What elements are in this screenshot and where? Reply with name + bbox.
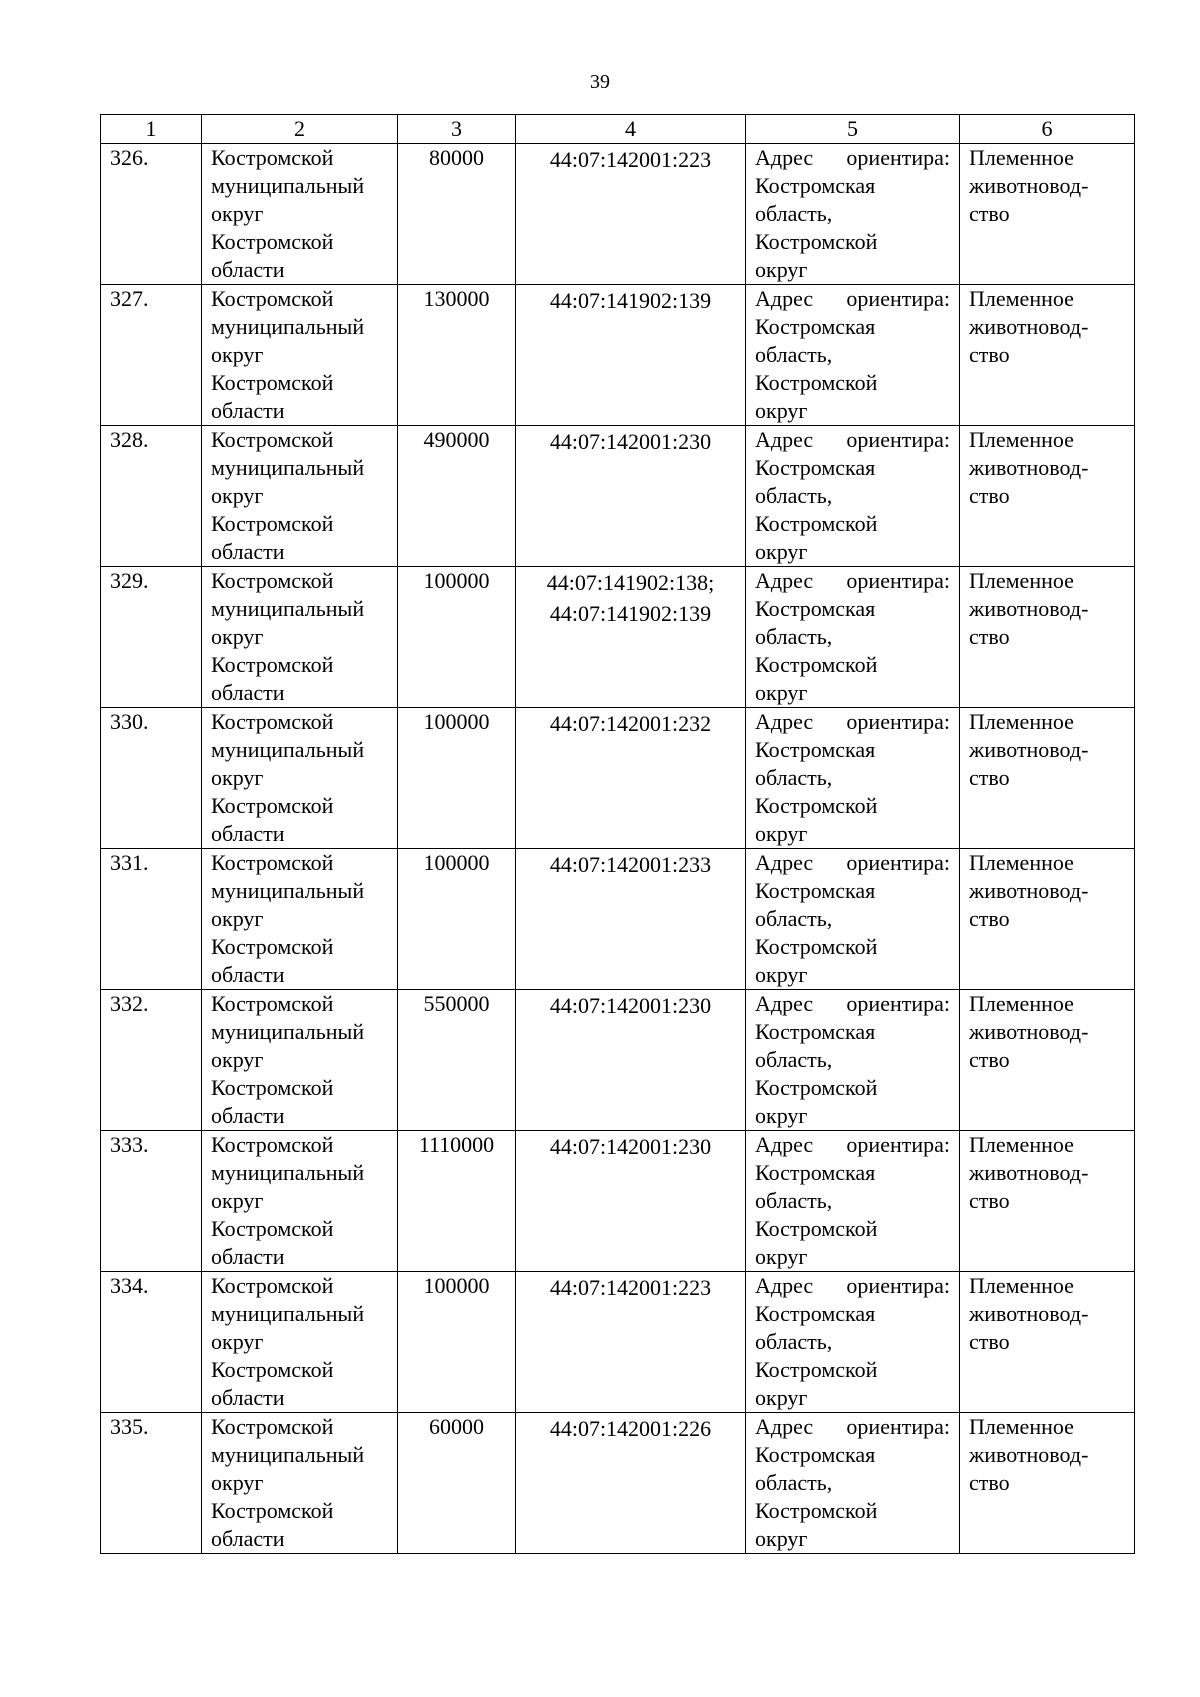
purpose-line: животновод- — [969, 173, 1089, 198]
column-header: 3 — [398, 115, 516, 144]
municipality-line: Костромской — [211, 652, 334, 677]
table-row — [101, 1413, 1135, 1554]
address-line: область, — [755, 1329, 833, 1354]
address-line: округ — [755, 1385, 808, 1410]
cadastral-number-cell — [516, 1272, 746, 1413]
address-cell — [746, 285, 960, 426]
purpose-cell — [960, 426, 1135, 567]
address-heading-word: Адрес — [755, 1414, 814, 1439]
purpose-cell — [960, 567, 1135, 708]
purpose-line: Племенное — [969, 286, 1074, 311]
address-line: округ — [755, 1526, 808, 1551]
purpose-line: животновод- — [969, 1160, 1089, 1185]
cadastral-number: 44:07:141902:139 — [549, 288, 712, 313]
purpose-line: ство — [969, 1047, 1010, 1072]
municipality-line: муниципальный — [211, 596, 365, 621]
municipality-line: области — [211, 398, 285, 423]
area-cell: 60000 — [398, 1413, 516, 1554]
address-heading-word: ориентира: — [846, 991, 950, 1016]
purpose-cell — [960, 285, 1135, 426]
municipality-line: муниципальный — [211, 1442, 365, 1467]
row-number-cell: 332. — [101, 990, 202, 1131]
table-header — [101, 115, 1135, 144]
purpose-line: ство — [969, 1470, 1010, 1495]
municipality-line: области — [211, 257, 285, 282]
address-line: Костромской — [755, 511, 878, 536]
municipality-line: области — [211, 680, 285, 705]
address-cell — [746, 1131, 960, 1272]
address-line: Костромская — [755, 878, 876, 903]
address-line: Костромская — [755, 737, 876, 762]
address-line: Костромской — [755, 229, 878, 254]
purpose-line: Племенное — [969, 427, 1074, 452]
column-header: 6 — [960, 115, 1135, 144]
purpose-line: Племенное — [969, 1273, 1074, 1298]
address-heading-word: ориентира: — [846, 1273, 950, 1298]
purpose-cell — [960, 1131, 1135, 1272]
municipality-line: округ — [211, 906, 264, 931]
row-number-cell: 333. — [101, 1131, 202, 1272]
address-heading-word: ориентира: — [846, 568, 950, 593]
cadastral-number: 44:07:141902:139 — [549, 601, 712, 626]
municipality-line: округ — [211, 342, 264, 367]
purpose-line: ство — [969, 624, 1010, 649]
purpose-line: ство — [969, 765, 1010, 790]
address-cell — [746, 1413, 960, 1554]
municipality-line: округ — [211, 201, 264, 226]
address-line: Костромской — [755, 1498, 878, 1523]
purpose-line: Племенное — [969, 850, 1074, 875]
table-row — [101, 567, 1135, 708]
municipality-line: области — [211, 1526, 285, 1551]
municipality-line: муниципальный — [211, 455, 365, 480]
municipality-line: области — [211, 1385, 285, 1410]
address-line: округ — [755, 1244, 808, 1269]
municipality-line: Костромской — [211, 1216, 334, 1241]
cadastral-number: 44:07:142001:230 — [549, 429, 712, 454]
address-heading-word: Адрес — [755, 568, 814, 593]
municipality-line: области — [211, 539, 285, 564]
area-cell: 130000 — [398, 285, 516, 426]
address-cell — [746, 990, 960, 1131]
cadastral-number-cell — [516, 144, 746, 285]
address-heading — [755, 1413, 950, 1441]
municipality-line: Костромской — [211, 286, 334, 311]
municipality-line: округ — [211, 1047, 264, 1072]
area-cell: 100000 — [398, 1272, 516, 1413]
municipality-line: муниципальный — [211, 878, 365, 903]
address-cell — [746, 1272, 960, 1413]
address-line: округ — [755, 1103, 808, 1128]
municipality-line: округ — [211, 483, 264, 508]
address-heading-word: Адрес — [755, 709, 814, 734]
purpose-cell — [960, 1272, 1135, 1413]
area-cell: 100000 — [398, 567, 516, 708]
cadastral-number: 44:07:142001:226 — [549, 1416, 712, 1441]
purpose-line: ство — [969, 1188, 1010, 1213]
address-line: область, — [755, 483, 833, 508]
address-heading-word: Адрес — [755, 1132, 814, 1157]
address-line: Костромская — [755, 455, 876, 480]
row-number-cell: 327. — [101, 285, 202, 426]
purpose-line: ство — [969, 906, 1010, 931]
purpose-line: ство — [969, 201, 1010, 226]
purpose-cell — [960, 849, 1135, 990]
municipality-line: Костромской — [211, 850, 334, 875]
cadastral-number-cell — [516, 990, 746, 1131]
purpose-line: ство — [969, 1329, 1010, 1354]
table-row — [101, 285, 1135, 426]
table-row — [101, 990, 1135, 1131]
row-number-cell: 330. — [101, 708, 202, 849]
address-line: Костромской — [755, 1357, 878, 1382]
address-line: Костромской — [755, 934, 878, 959]
address-heading-word: Адрес — [755, 145, 814, 170]
purpose-line: Племенное — [969, 145, 1074, 170]
address-line: Костромская — [755, 173, 876, 198]
area-cell: 100000 — [398, 708, 516, 849]
purpose-line: животновод- — [969, 314, 1089, 339]
address-line: Костромская — [755, 1301, 876, 1326]
address-heading-word: ориентира: — [846, 850, 950, 875]
address-heading-word: Адрес — [755, 991, 814, 1016]
table-row — [101, 144, 1135, 285]
municipality-line: Костромской — [211, 991, 334, 1016]
municipality-line: Костромской — [211, 370, 334, 395]
municipality-line: муниципальный — [211, 1160, 365, 1185]
row-number-cell: 329. — [101, 567, 202, 708]
address-heading-word: Адрес — [755, 1273, 814, 1298]
area-cell: 1110000 — [398, 1131, 516, 1272]
address-line: область, — [755, 765, 833, 790]
address-heading — [755, 426, 950, 454]
municipality-line: области — [211, 1244, 285, 1269]
address-line: область, — [755, 1470, 833, 1495]
municipality-line: Костромской — [211, 709, 334, 734]
address-heading-word: Адрес — [755, 427, 814, 452]
cadastral-number: 44:07:142001:230 — [549, 1134, 712, 1159]
address-heading-word: Адрес — [755, 850, 814, 875]
purpose-line: ство — [969, 342, 1010, 367]
municipality-line: округ — [211, 624, 264, 649]
address-line: Костромская — [755, 1160, 876, 1185]
municipality-line: Костромской — [211, 793, 334, 818]
table-row — [101, 708, 1135, 849]
municipality-line: Костромской — [211, 1498, 334, 1523]
municipality-cell — [202, 1131, 398, 1272]
municipality-line: Костромской — [211, 427, 334, 452]
municipality-line: области — [211, 962, 285, 987]
address-line: Костромская — [755, 1442, 876, 1467]
municipality-line: округ — [211, 1470, 264, 1495]
cadastral-number: 44:07:142001:233 — [549, 852, 712, 877]
purpose-cell — [960, 990, 1135, 1131]
address-heading — [755, 1131, 950, 1159]
address-line: Костромской — [755, 1216, 878, 1241]
purpose-line: Племенное — [969, 709, 1074, 734]
purpose-line: Племенное — [969, 1132, 1074, 1157]
area-cell: 100000 — [398, 849, 516, 990]
table-row — [101, 1272, 1135, 1413]
purpose-line: ство — [969, 483, 1010, 508]
column-header: 4 — [516, 115, 746, 144]
municipality-line: Костромской — [211, 145, 334, 170]
municipality-line: Костромской — [211, 1273, 334, 1298]
row-number-cell: 328. — [101, 426, 202, 567]
cadastral-number-cell — [516, 849, 746, 990]
municipality-cell — [202, 1413, 398, 1554]
address-cell — [746, 849, 960, 990]
municipality-cell — [202, 426, 398, 567]
address-line: округ — [755, 539, 808, 564]
address-line: Костромская — [755, 1019, 876, 1044]
cadastral-number-cell — [516, 285, 746, 426]
address-cell — [746, 426, 960, 567]
row-number-cell: 334. — [101, 1272, 202, 1413]
cadastral-number: 44:07:141902:138; — [546, 570, 715, 595]
address-line: Костромской — [755, 1075, 878, 1100]
address-cell — [746, 567, 960, 708]
row-number-cell: 335. — [101, 1413, 202, 1554]
municipality-cell — [202, 567, 398, 708]
municipality-cell — [202, 1272, 398, 1413]
address-line: округ — [755, 398, 808, 423]
municipality-line: Костромской — [211, 511, 334, 536]
purpose-line: Племенное — [969, 568, 1074, 593]
cadastral-number: 44:07:142001:223 — [549, 1275, 712, 1300]
municipality-line: Костромской — [211, 1075, 334, 1100]
municipality-line: округ — [211, 1329, 264, 1354]
purpose-cell — [960, 144, 1135, 285]
address-heading-word: ориентира: — [846, 1414, 950, 1439]
address-line: область, — [755, 201, 833, 226]
address-heading — [755, 285, 950, 313]
cadastral-number-cell — [516, 426, 746, 567]
purpose-cell — [960, 1413, 1135, 1554]
area-cell: 80000 — [398, 144, 516, 285]
area-cell: 550000 — [398, 990, 516, 1131]
address-line: округ — [755, 257, 808, 282]
address-cell — [746, 144, 960, 285]
address-heading-word: ориентира: — [846, 1132, 950, 1157]
address-line: область, — [755, 906, 833, 931]
municipality-cell — [202, 708, 398, 849]
table-row — [101, 849, 1135, 990]
land-plots-table — [100, 114, 1135, 1554]
municipality-cell — [202, 285, 398, 426]
municipality-line: муниципальный — [211, 1019, 365, 1044]
address-line: округ — [755, 962, 808, 987]
municipality-line: области — [211, 1103, 285, 1128]
address-heading — [755, 144, 950, 172]
municipality-line: округ — [211, 1188, 264, 1213]
municipality-line: муниципальный — [211, 314, 365, 339]
municipality-line: Костромской — [211, 934, 334, 959]
municipality-line: муниципальный — [211, 173, 365, 198]
municipality-cell — [202, 990, 398, 1131]
address-heading — [755, 849, 950, 877]
column-header: 2 — [202, 115, 398, 144]
area-cell: 490000 — [398, 426, 516, 567]
table-body — [101, 144, 1135, 1554]
address-cell — [746, 708, 960, 849]
column-header: 1 — [101, 115, 202, 144]
purpose-line: животновод- — [969, 1442, 1089, 1467]
cadastral-number-cell — [516, 708, 746, 849]
purpose-cell — [960, 708, 1135, 849]
table-row — [101, 426, 1135, 567]
address-heading-word: ориентира: — [846, 709, 950, 734]
municipality-line: муниципальный — [211, 1301, 365, 1326]
cadastral-number-cell — [516, 567, 746, 708]
municipality-line: области — [211, 821, 285, 846]
row-number-cell: 331. — [101, 849, 202, 990]
header-row — [101, 115, 1135, 144]
address-line: округ — [755, 680, 808, 705]
address-line: Костромской — [755, 652, 878, 677]
cadastral-number: 44:07:142001:232 — [549, 711, 712, 736]
municipality-line: Костромской — [211, 1357, 334, 1382]
purpose-line: животновод- — [969, 455, 1089, 480]
purpose-line: Племенное — [969, 991, 1074, 1016]
purpose-line: животновод- — [969, 596, 1089, 621]
municipality-line: Костромской — [211, 1132, 334, 1157]
purpose-line: Племенное — [969, 1414, 1074, 1439]
municipality-line: муниципальный — [211, 737, 365, 762]
address-line: Костромской — [755, 370, 878, 395]
address-line: округ — [755, 821, 808, 846]
address-line: область, — [755, 342, 833, 367]
address-line: Костромской — [755, 793, 878, 818]
page-number: 39 — [590, 71, 610, 93]
address-heading-word: ориентира: — [846, 286, 950, 311]
row-number-cell: 326. — [101, 144, 202, 285]
purpose-line: животновод- — [969, 1019, 1089, 1044]
cadastral-number: 44:07:142001:223 — [549, 147, 712, 172]
municipality-line: Костромской — [211, 229, 334, 254]
municipality-line: округ — [211, 765, 264, 790]
purpose-line: животновод- — [969, 878, 1089, 903]
municipality-line: Костромской — [211, 568, 334, 593]
address-heading-word: Адрес — [755, 286, 814, 311]
municipality-line: Костромской — [211, 1414, 334, 1439]
address-line: область, — [755, 1047, 833, 1072]
address-heading-word: ориентира: — [846, 427, 950, 452]
address-line: область, — [755, 624, 833, 649]
address-line: область, — [755, 1188, 833, 1213]
municipality-cell — [202, 849, 398, 990]
address-heading — [755, 708, 950, 736]
column-header: 5 — [746, 115, 960, 144]
purpose-line: животновод- — [969, 737, 1089, 762]
address-heading — [755, 1272, 950, 1300]
address-line: Костромская — [755, 314, 876, 339]
table-row — [101, 1131, 1135, 1272]
address-heading — [755, 990, 950, 1018]
address-line: Костромская — [755, 596, 876, 621]
address-heading-word: ориентира: — [846, 145, 950, 170]
cadastral-number-cell — [516, 1413, 746, 1554]
municipality-cell — [202, 144, 398, 285]
cadastral-number: 44:07:142001:230 — [549, 993, 712, 1018]
purpose-line: животновод- — [969, 1301, 1089, 1326]
address-heading — [755, 567, 950, 595]
cadastral-number-cell — [516, 1131, 746, 1272]
